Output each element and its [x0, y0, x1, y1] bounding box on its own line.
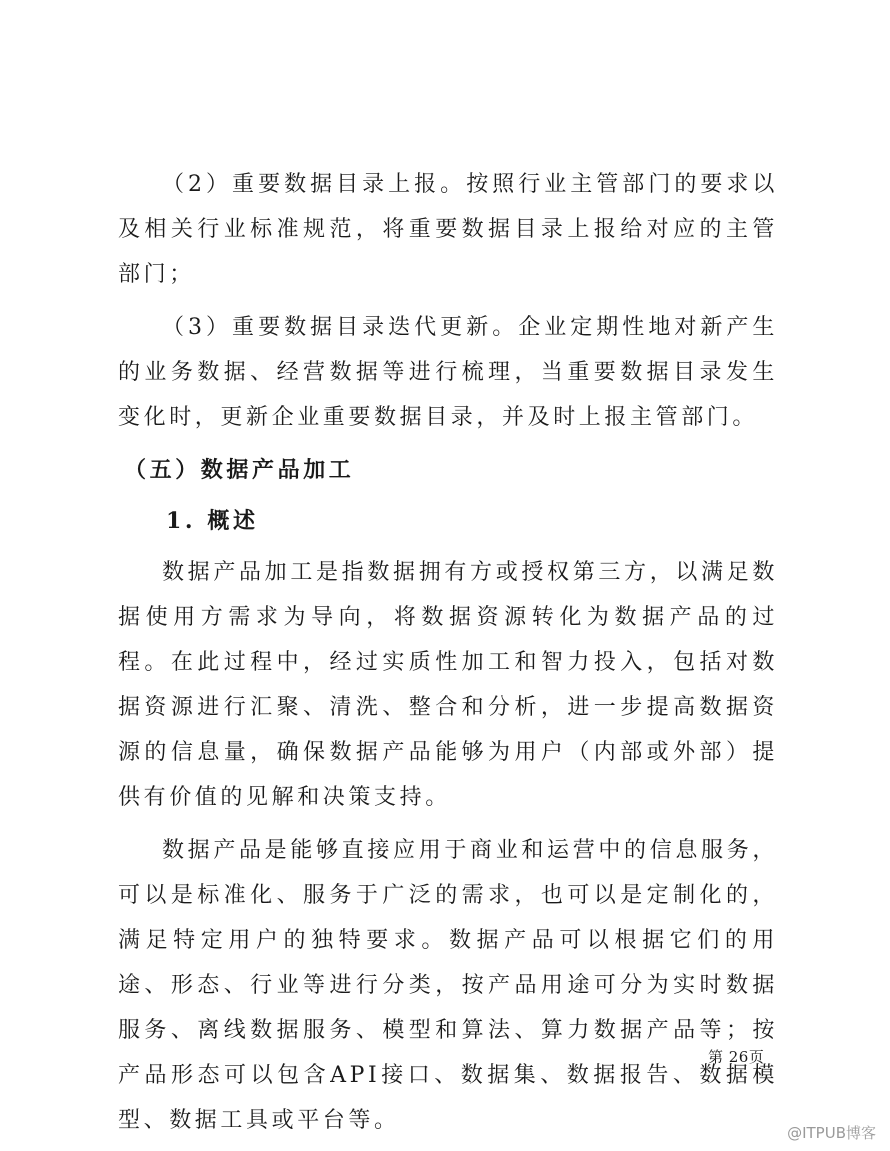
paragraph-product-definition: 数据产品是能够直接应用于商业和运营中的信息服务，可以是标准化、服务于广泛的需求，也可以是定制化的，满足特定用户的独特要求。数据产品可以根据它们的用途、形态、行业等进行分类，按产品用途可分为实时数据服务、离线数据服务、模型和算法、算力数据产品等；按产品形态可以包含API接口、数据集、数据报告、数据模型、数据工具或平台等。 — [118, 838, 778, 1133]
sub-heading: 1. 概述 — [166, 508, 259, 534]
paragraph-catalog-update: （3）重要数据目录迭代更新。企业定期性地对新产生的业务数据、经营数据等进行梳理，当重要数据目录发生变化时，更新企业重要数据目录，并及时上报主管部门。 — [118, 315, 778, 430]
paragraph-catalog-report: （2）重要数据目录上报。按照行业主管部门的要求以及相关行业标准规范，将重要数据目录上报给对应的主管部门； — [118, 172, 778, 287]
page-content — [118, 162, 778, 1151]
paragraph-product-processing: 数据产品加工是指数据拥有方或授权第三方，以满足数据使用方需求为导向，将数据资源转化为数据产品的过程。在此过程中，经过实质性加工和智力投入，包括对数据资源进行汇聚、清洗、整合和分析，进一步提高数据资源的信息量，确保数据产品能够为用户（内部或外部）提供有价值的见解和决策支持。 — [118, 560, 778, 810]
page-number: 第 26页 — [708, 1048, 765, 1066]
watermark: @ITPUB博客 — [787, 1124, 876, 1142]
section-heading: （五）数据产品加工 — [124, 457, 355, 483]
